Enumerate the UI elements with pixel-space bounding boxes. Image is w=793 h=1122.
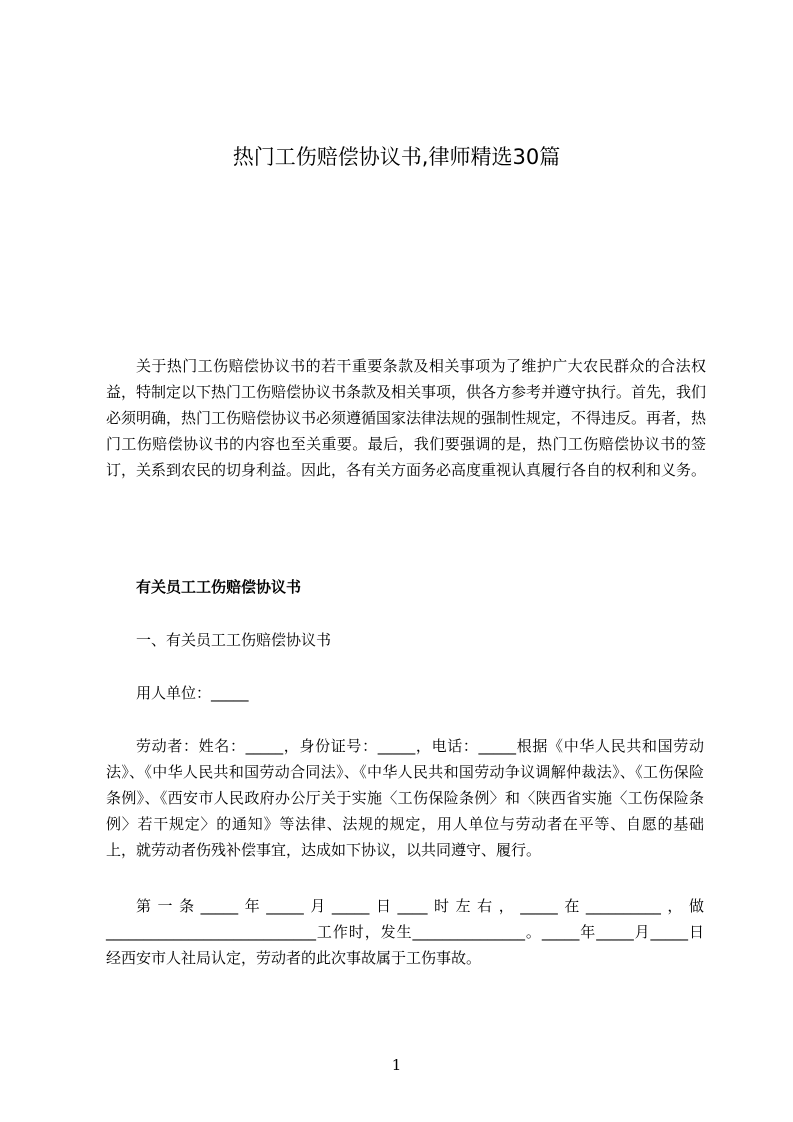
subsection-heading: 一、有关员工工伤赔偿协议书: [136, 631, 332, 649]
employer-line: 用人单位：_____: [136, 684, 249, 702]
section-heading: 有关员工工伤赔偿协议书: [136, 578, 302, 596]
page-number: 1: [391, 1056, 402, 1074]
document-title: 热门工伤赔偿协议书,律师精选30篇: [232, 145, 561, 169]
worker-paragraph: 劳动者：姓名：_____，身份证号：_____，电话：_____根据《中华人民共和国劳动法》、《中华人民共和国劳动合同法》、《中华人民共和国劳动争议调解仲裁法》、《工伤保险条例》、《西安市人民政府办公厅关于实施〈工伤保险条例〉和〈陕西省实施〈工伤保险条例〉若干规定〉的通知》等法律、法规的规定，用人单位与劳动者在平等、自愿的基础上，就劳动者伤残补偿事宜，达成如下协议，以共同遵守、履行。: [106, 737, 704, 859]
article-one-paragraph: 第一条_____年_____月_____日____时左右，_____在__________，做____________________________工作时，发生_______________。_____年_____月_____日经西安市人社局认定，劳动者的此次事故属于工伤事故。: [106, 897, 704, 967]
intro-paragraph: 关于热门工伤赔偿协议书的若干重要条款及相关事项为了维护广大农民群众的合法权益，特制定以下热门工伤赔偿协议书条款及相关事项，供各方参考并遵守执行。首先，我们必须明确，热门工伤赔偿协议书必须遵循国家法律法规的强制性规定，不得违反。再者，热门工伤赔偿协议书的内容也至关重要。最后，我们要强调的是，热门工伤赔偿协议书的签订，关系到农民的切身利益。因此，各有关方面务必高度重视认真履行各自的权利和义务。: [106, 357, 707, 479]
